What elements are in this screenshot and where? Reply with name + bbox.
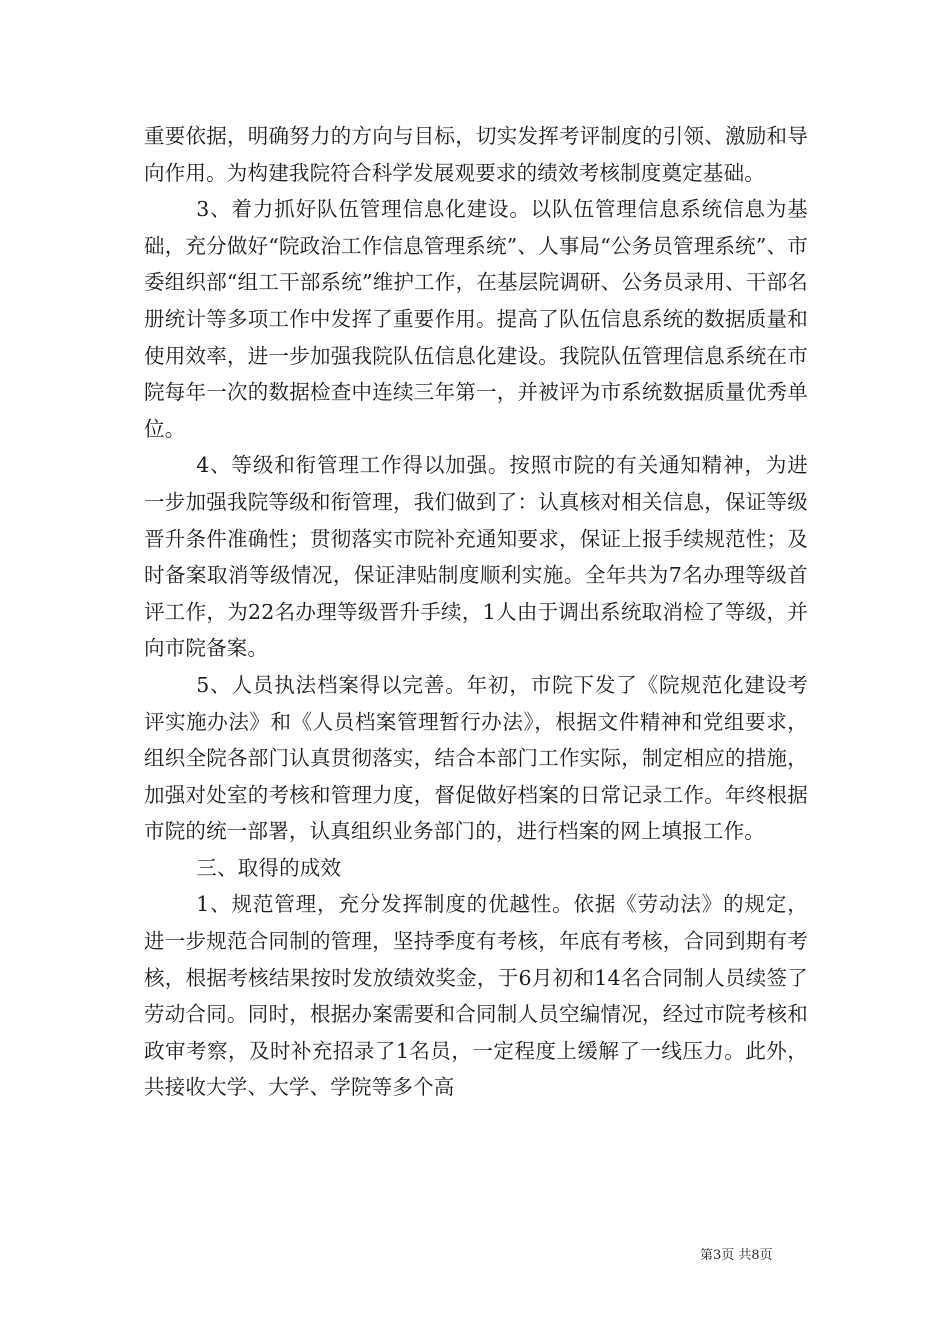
paragraph-item-4: 4、等级和衔管理工作得以加强。按照市院的有关通知精神，为进一步加强我院等级和衔管理，我们做到了：认真核对相关信息，保证等级晋升条件准确性；贯彻落实市院补充通知要求，保证上报手续规范性；及时备案取消等级情况，保证津贴制度顺利实施。全年共为7名办理等级首评工作，为22名办理等级晋升手续，1人由于调出系统取消检了等级，并向市院备案。 — [144, 453, 808, 661]
body-text — [144, 118, 808, 1106]
page-number: 第3页 共8页 — [700, 1248, 773, 1263]
section-heading: 三、取得的成效 — [196, 855, 342, 880]
paragraph-item-3: 3、着力抓好队伍管理信息化建设。以队伍管理信息系统信息为基础，充分做好“院政治工作信息管理系统”、人事局“公务员管理系统”、市委组织部“组工干部系统”维护工作，在基层院调研、公务员录用、干部名册统计等多项工作中发挥了重要作用。提高了队伍信息系统的数据质量和使用效率，进一步加强我院队伍信息化建设。我院队伍管理信息系统在市院每年一次的数据检查中连续三年第一，并被评为市系统数据质量优秀单位。 — [144, 197, 808, 441]
paragraph-item-5: 5、人员执法档案得以完善。年初，市院下发了《院规范化建设考评实施办法》和《人员档案管理暂行办法》，根据文件精神和党组要求，组织全院各部门认真贯彻落实，结合本部门工作实际，制定相应的措施，加强对处室的考核和管理力度，督促做好档案的日常记录工作。年终根据市院的统一部署，认真组织业务部门的，进行档案的网上填报工作。 — [144, 672, 808, 844]
paragraph-achievement-1: 1、规范管理，充分发挥制度的优越性。依据《劳动法》的规定，进一步规范合同制的管理，坚持季度有考核，年底有考核，合同到期有考核，根据考核结果按时发放绩效奖金，于6月初和14名合同制人员续签了劳动合同。同时，根据办案需要和合同制人员空编情况，经过市院考核和政审考察，及时补充招录了1名员，一定程度上缓解了一线压力。此外，共接收大学、大学、学院等多个高 — [144, 892, 808, 1100]
paragraph-continuation: 重要依据，明确努力的方向与目标，切实发挥考评制度的引领、激励和导向作用。为构建我院符合科学发展观要求的绩效考核制度奠定基础。 — [144, 124, 808, 185]
